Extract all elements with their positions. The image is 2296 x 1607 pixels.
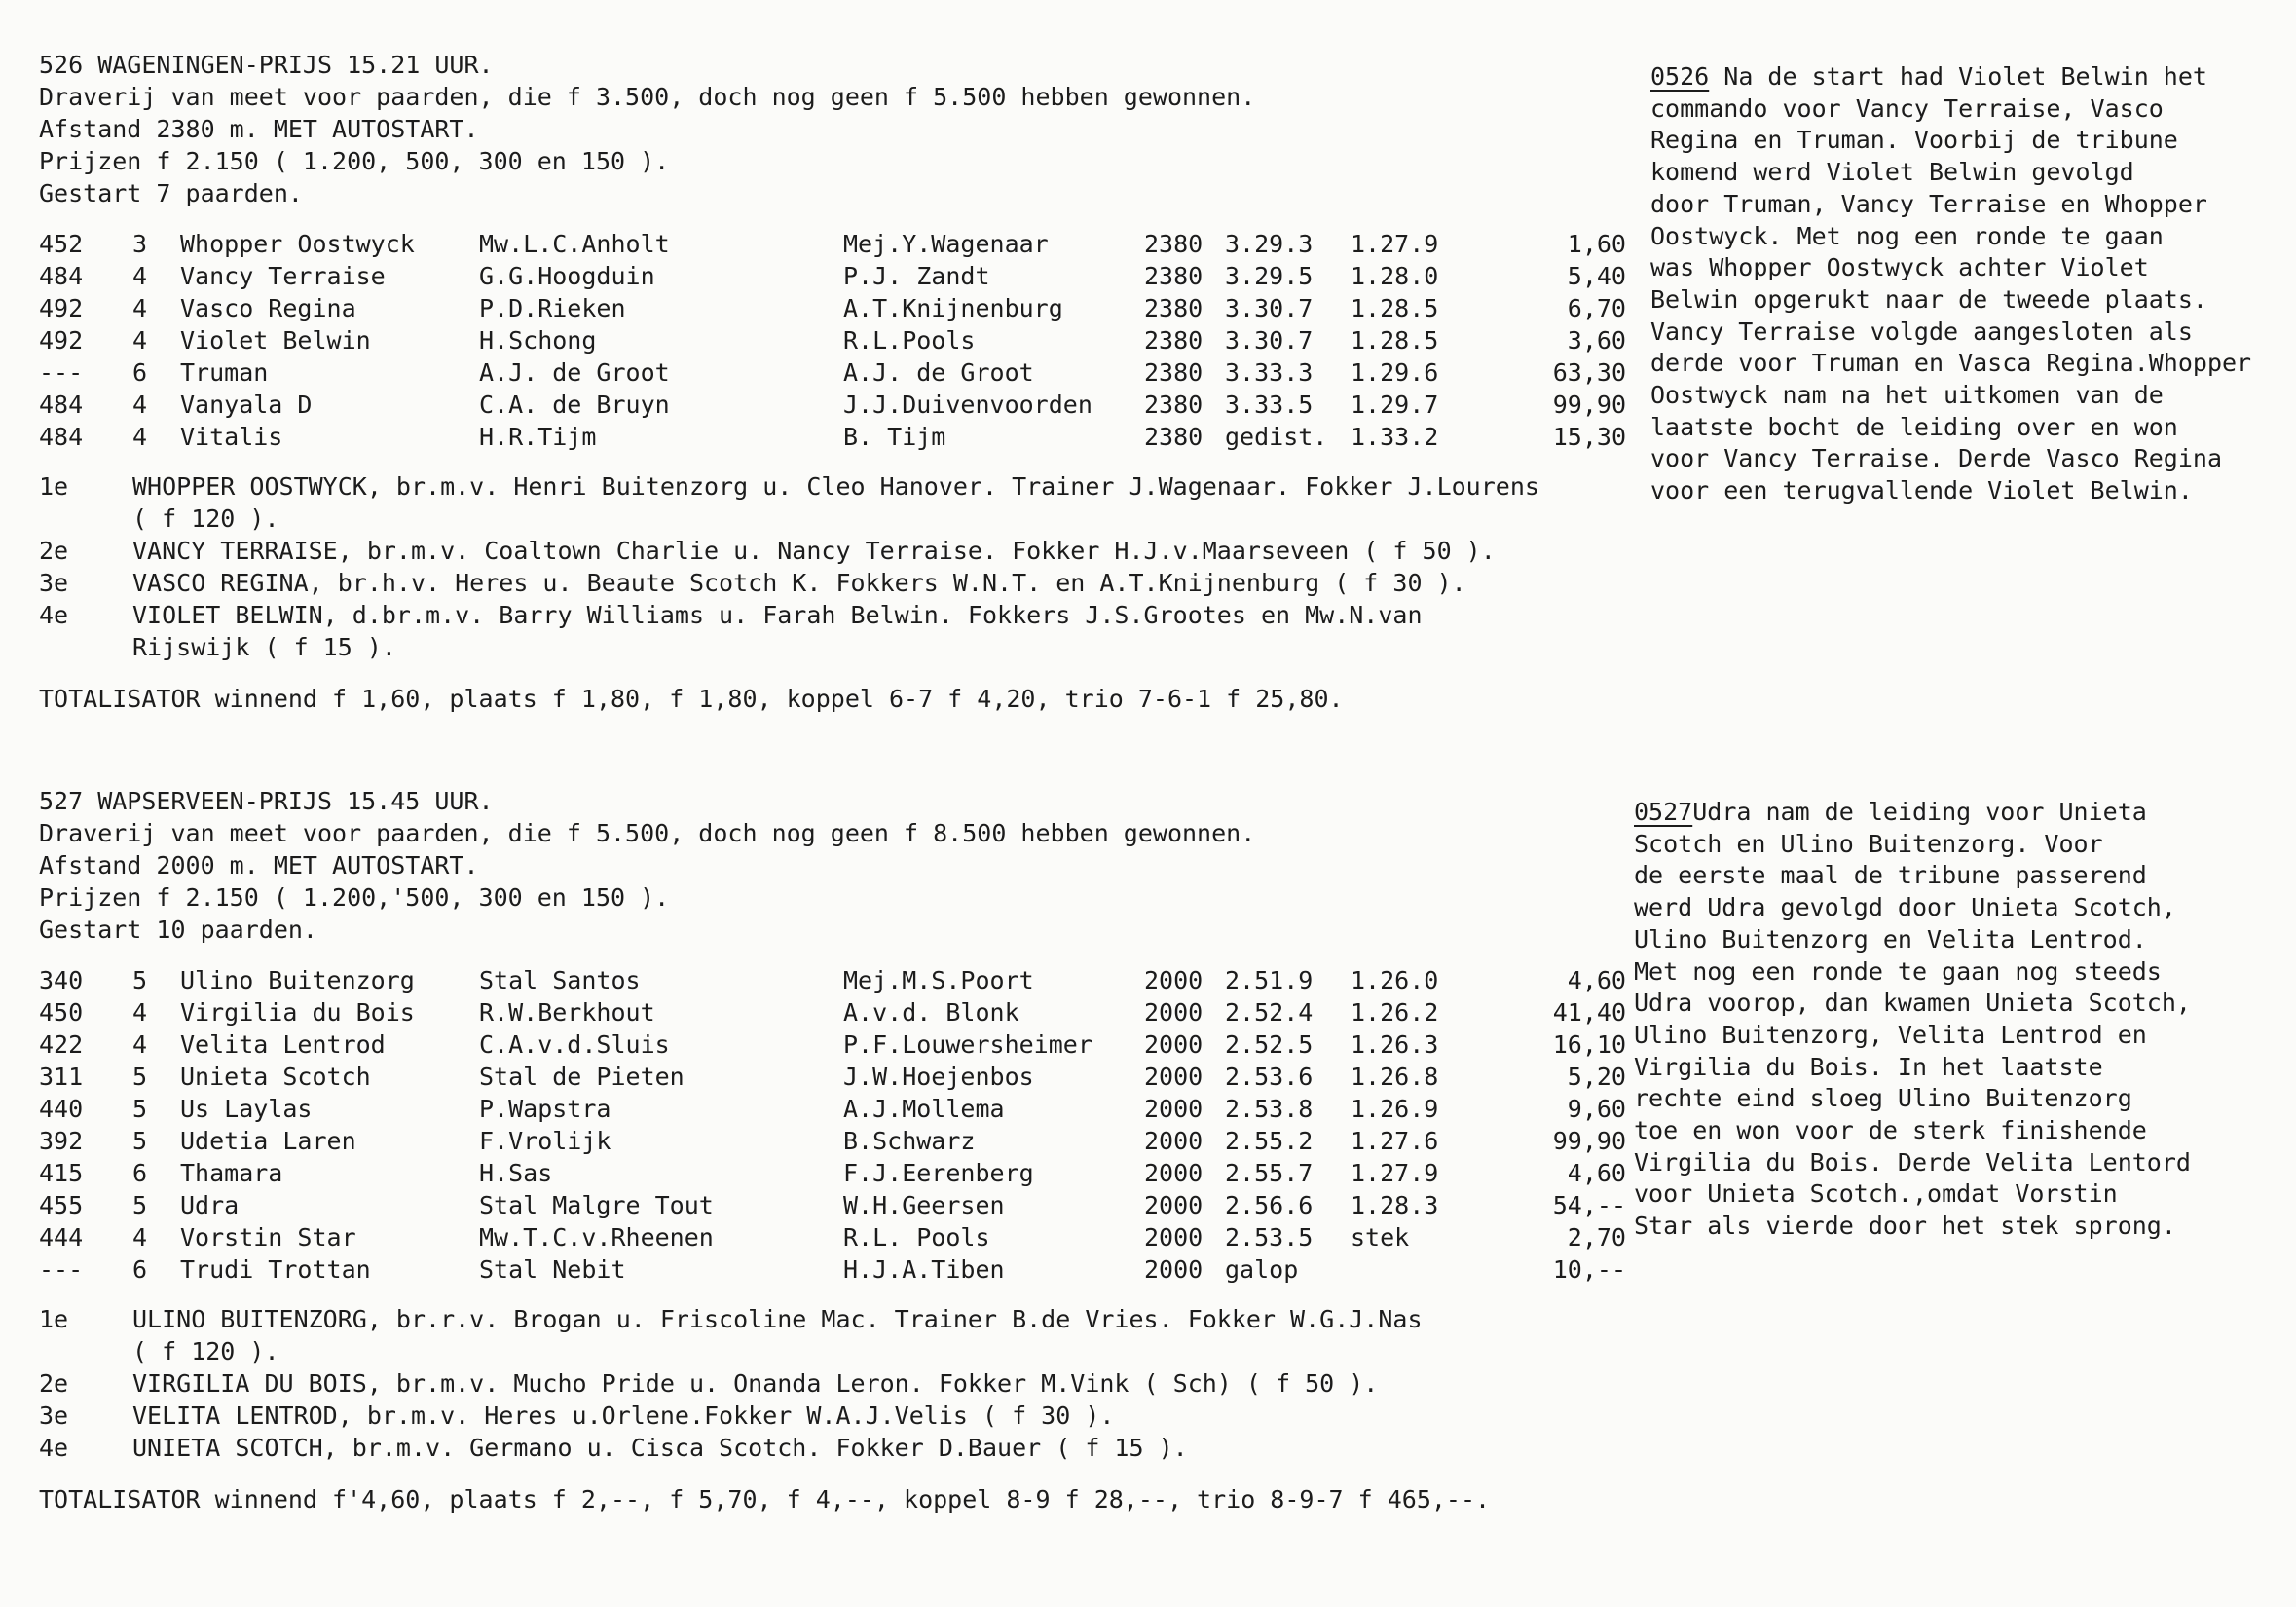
horse-name: Unieta Scotch (180, 1063, 371, 1091)
odds: 16,10 (1552, 1030, 1626, 1059)
race-starters: Gestart 10 paarden. (39, 916, 317, 944)
odds: 4,60 (1567, 966, 1626, 994)
owner: Mw.T.C.v.Rheenen (479, 1223, 714, 1252)
commentary-line: commando voor Vancy Terraise, Vasco (1650, 93, 2164, 123)
race-527-section (39, 785, 1646, 1515)
commentary-line: Virgilia du Bois. Derde Velita Lentord (1634, 1147, 2191, 1177)
race-time: 3.30.7 (1225, 326, 1314, 355)
start-number: 392 (39, 1127, 84, 1155)
odds: 5,20 (1567, 1063, 1626, 1091)
race-time: 2.53.5 (1225, 1223, 1314, 1252)
placing-description: WHOPPER OOSTWYCK, br.m.v. Henri Buitenzorg u. Cleo Hanover. Trainer J.Wagenaar. Fokker J.Lourens ( f 120 ). (132, 472, 1539, 533)
horse-age: 5 (132, 966, 148, 994)
start-number: 484 (39, 423, 84, 451)
horse-name: Virgilia du Bois (180, 998, 415, 1027)
commentary-line: Belwin opgerukt naar de tweede plaats. (1650, 284, 2207, 314)
commentary-line: Oostwyck. Met nog een ronde te gaan (1650, 221, 2164, 250)
horse-name: Udra (180, 1191, 240, 1219)
distance: 2000 (1144, 1223, 1204, 1252)
horse-name: Ulino Buitenzorg (180, 966, 415, 994)
owner: H.Sas (479, 1159, 553, 1187)
race-526-commentary (1650, 61, 2274, 507)
horse-age: 4 (132, 1030, 148, 1059)
commentary-line: de eerste maal de tribune passerend (1634, 861, 2147, 890)
result-row (39, 964, 1646, 996)
odds: 2,70 (1567, 1223, 1626, 1252)
odds: 3,60 (1567, 326, 1626, 355)
commentary-line: Met nog een ronde te gaan nog steeds (1634, 956, 2162, 986)
placing-description: VELITA LENTROD, br.m.v. Heres u.Orlene.Fokker W.A.J.Velis ( f 30 ). (132, 1401, 1115, 1430)
race-time: galop (1225, 1255, 1299, 1284)
race-time: 3.33.3 (1225, 358, 1314, 387)
km-time: 1.27.9 (1351, 1159, 1439, 1187)
commentary-line: derde voor Truman en Vasca Regina.Whopper (1650, 349, 2252, 378)
km-time: 1.28.3 (1351, 1191, 1439, 1219)
result-row (39, 260, 1646, 292)
commentary-line: Oostwyck nam na het uitkomen van de (1650, 381, 2164, 410)
commentary-line: rechte eind sloeg Ulino Buitenzorg (1634, 1084, 2132, 1113)
placings (39, 1303, 1646, 1464)
driver: R.L.Pools (843, 326, 976, 355)
race-526-section (39, 49, 1646, 715)
horse-name: Whopper Oostwyck (180, 230, 415, 258)
km-time: 1.29.7 (1351, 391, 1439, 419)
placing-entry (39, 599, 1646, 663)
start-number: 455 (39, 1191, 84, 1219)
race-prizes: Prijzen f 2.150 ( 1.200,'500, 300 en 150 ). (39, 883, 670, 912)
km-time: 1.26.0 (1351, 966, 1439, 994)
result-row (39, 1061, 1646, 1093)
placing-description: VIOLET BELWIN, d.br.m.v. Barry Williams u. Farah Belwin. Fokkers J.S.Grootes en Mw.N.van Rijswijk ( f 15 ). (132, 601, 1423, 661)
odds: 5,40 (1567, 262, 1626, 290)
horse-age: 6 (132, 1159, 148, 1187)
start-number: 484 (39, 262, 84, 290)
horse-name: Thamara (180, 1159, 283, 1187)
horse-name: Violet Belwin (180, 326, 371, 355)
commentary-line: Vancy Terraise volgde aangesloten als (1650, 317, 2193, 346)
driver: A.J. de Groot (843, 358, 1034, 387)
results-table (39, 228, 1646, 453)
start-number: 340 (39, 966, 84, 994)
results-table (39, 964, 1646, 1286)
start-number: 452 (39, 230, 84, 258)
horse-name: Vitalis (180, 423, 283, 451)
odds: 15,30 (1552, 423, 1626, 451)
distance: 2380 (1144, 230, 1204, 258)
placing-entry (39, 567, 1646, 599)
commentary-line: Udra voorop, dan kwamen Unieta Scotch, (1634, 989, 2191, 1018)
distance: 2000 (1144, 966, 1204, 994)
km-time: 1.26.2 (1351, 998, 1439, 1027)
placing-entry (39, 1367, 1646, 1400)
distance: 2000 (1144, 1095, 1204, 1123)
driver: J.W.Hoejenbos (843, 1063, 1034, 1091)
start-number: 422 (39, 1030, 84, 1059)
result-row (39, 228, 1646, 260)
owner: G.G.Hoogduin (479, 262, 655, 290)
race-conditions: Draverij van meet voor paarden, die f 3.500, doch nog geen f 5.500 hebben gewonnen. (39, 83, 1256, 111)
placing-description: ULINO BUITENZORG, br.r.v. Brogan u. Friscoline Mac. Trainer B.de Vries. Fokker W.G.J.Nas ( f 120 ). (132, 1305, 1423, 1365)
placing-rank: 1e (39, 472, 69, 501)
horse-age: 4 (132, 1223, 148, 1252)
race-time: 2.55.7 (1225, 1159, 1314, 1187)
commentary-line: voor een terugvallende Violet Belwin. (1650, 476, 2193, 505)
race-time: 2.51.9 (1225, 966, 1314, 994)
horse-age: 4 (132, 262, 148, 290)
race-distance: Afstand 2000 m. MET AUTOSTART. (39, 851, 479, 879)
start-number: --- (39, 1255, 84, 1284)
placing-description: VASCO REGINA, br.h.v. Heres u. Beaute Scotch K. Fokkers W.N.T. en A.T.Knijnenburg ( f 30 ). (132, 569, 1466, 597)
placing-description: VANCY TERRAISE, br.m.v. Coaltown Charlie u. Nancy Terraise. Fokker H.J.v.Maarseveen ( f 50 ). (132, 537, 1496, 565)
horse-name: Udetia Laren (180, 1127, 356, 1155)
commentary-line: was Whopper Oostwyck achter Violet (1650, 253, 2149, 282)
race-time: 3.33.5 (1225, 391, 1314, 419)
odds: 10,-- (1552, 1255, 1626, 1284)
result-row (39, 996, 1646, 1028)
race-starters: Gestart 7 paarden. (39, 179, 303, 207)
km-time: 1.28.5 (1351, 294, 1439, 322)
horse-age: 5 (132, 1191, 148, 1219)
odds: 99,90 (1552, 391, 1626, 419)
race-time: 2.56.6 (1225, 1191, 1314, 1219)
distance: 2000 (1144, 1255, 1204, 1284)
commentary-line: Scotch en Ulino Buitenzorg. Voor (1634, 829, 2103, 858)
commentary-line: toe en won voor de sterk finishende (1634, 1116, 2147, 1145)
start-number: 492 (39, 294, 84, 322)
race-527-commentary (1634, 797, 2257, 1243)
horse-age: 5 (132, 1127, 148, 1155)
owner: Stal Malgre Tout (479, 1191, 714, 1219)
distance: 2380 (1144, 423, 1204, 451)
commentary-ref: 0527 (1634, 798, 1693, 826)
placing-entry (39, 1400, 1646, 1432)
distance: 2000 (1144, 1063, 1204, 1091)
race-time: 3.29.3 (1225, 230, 1314, 258)
placings (39, 470, 1646, 663)
commentary-ref: 0526 (1650, 62, 1710, 91)
placing-description: UNIETA SCOTCH, br.m.v. Germano u. Cisca Scotch. Fokker D.Bauer ( f 15 ). (132, 1434, 1188, 1462)
km-time: 1.26.3 (1351, 1030, 1439, 1059)
horse-age: 5 (132, 1095, 148, 1123)
horse-age: 3 (132, 230, 148, 258)
commentary-line: Star als vierde door het stek sprong. (1634, 1212, 2176, 1241)
race-time: 2.52.4 (1225, 998, 1314, 1027)
horse-name: Vorstin Star (180, 1223, 356, 1252)
race-time: 3.30.7 (1225, 294, 1314, 322)
distance: 2000 (1144, 1191, 1204, 1219)
placing-entry (39, 470, 1646, 535)
commentary-line: Ulino Buitenzorg, Velita Lentrod en (1634, 1020, 2147, 1049)
driver: Mej.Y.Wagenaar (843, 230, 1049, 258)
driver: A.T.Knijnenburg (843, 294, 1063, 322)
odds: 41,40 (1552, 998, 1626, 1027)
result-row (39, 292, 1646, 324)
commentary-line: Ulino Buitenzorg en Velita Lentrod. (1634, 924, 2147, 953)
totalisator-line: TOTALISATOR winnend f'4,60, plaats f 2,--, f 5,70, f 4,--, koppel 8-9 f 28,--, trio 8-9-7 f 465,--. (39, 1485, 1491, 1514)
owner: P.D.Rieken (479, 294, 626, 322)
driver: P.F.Louwersheimer (843, 1030, 1092, 1059)
owner: C.A.v.d.Sluis (479, 1030, 670, 1059)
placing-rank: 2e (39, 1369, 69, 1398)
distance: 2000 (1144, 1127, 1204, 1155)
race-time: gedist. (1225, 423, 1328, 451)
owner: Stal Santos (479, 966, 641, 994)
horse-age: 5 (132, 1063, 148, 1091)
horse-name: Velita Lentrod (180, 1030, 386, 1059)
km-time: 1.27.9 (1351, 230, 1439, 258)
placing-rank: 3e (39, 1401, 69, 1430)
result-row (39, 421, 1646, 453)
km-time: 1.27.6 (1351, 1127, 1439, 1155)
race-time: 2.52.5 (1225, 1030, 1314, 1059)
km-time: 1.26.9 (1351, 1095, 1439, 1123)
horse-name: Vanyala D (180, 391, 313, 419)
commentary-line: voor Unieta Scotch.,omdat Vorstin (1634, 1179, 2118, 1209)
race-title: 527 WAPSERVEEN-PRIJS 15.45 UUR. (39, 787, 494, 815)
placing-rank: 4e (39, 1434, 69, 1462)
placing-rank: 4e (39, 601, 69, 629)
race-time: 3.29.5 (1225, 262, 1314, 290)
result-row (39, 1157, 1646, 1189)
placing-entry (39, 1303, 1646, 1367)
horse-age: 4 (132, 391, 148, 419)
commentary-line: komend werd Violet Belwin gevolgd (1650, 158, 2134, 187)
race-title: 526 WAGENINGEN-PRIJS 15.21 UUR. (39, 51, 494, 79)
distance: 2000 (1144, 998, 1204, 1027)
driver: H.J.A.Tiben (843, 1255, 1005, 1284)
owner: A.J. de Groot (479, 358, 670, 387)
start-number: 415 (39, 1159, 84, 1187)
race-distance: Afstand 2380 m. MET AUTOSTART. (39, 115, 479, 143)
result-row (39, 1189, 1646, 1221)
race-time: 2.53.8 (1225, 1095, 1314, 1123)
distance: 2380 (1144, 326, 1204, 355)
odds: 1,60 (1567, 230, 1626, 258)
distance: 2000 (1144, 1030, 1204, 1059)
driver: J.J.Duivenvoorden (843, 391, 1092, 419)
commentary-line: Na de start had Violet Belwin het (1709, 62, 2207, 91)
horse-age: 4 (132, 326, 148, 355)
owner: H.R.Tijm (479, 423, 597, 451)
commentary-line: Udra nam de leiding voor Unieta (1692, 798, 2147, 826)
result-row (39, 1028, 1646, 1061)
horse-name: Vancy Terraise (180, 262, 386, 290)
commentary-line: werd Udra gevolgd door Unieta Scotch, (1634, 893, 2176, 922)
driver: W.H.Geersen (843, 1191, 1005, 1219)
race-header (39, 785, 1646, 946)
owner: Stal de Pieten (479, 1063, 685, 1091)
placing-rank: 1e (39, 1305, 69, 1333)
distance: 2380 (1144, 262, 1204, 290)
km-time: 1.33.2 (1351, 423, 1439, 451)
driver: F.J.Eerenberg (843, 1159, 1034, 1187)
commentary-line: voor Vancy Terraise. Derde Vasco Regina (1650, 444, 2222, 473)
commentary-line: Regina en Truman. Voorbij de tribune (1650, 126, 2178, 155)
placing-rank: 2e (39, 537, 69, 565)
odds: 99,90 (1552, 1127, 1626, 1155)
race-conditions: Draverij van meet voor paarden, die f 5.500, doch nog geen f 8.500 hebben gewonnen. (39, 819, 1256, 847)
km-time: 1.28.0 (1351, 262, 1439, 290)
placing-rank: 3e (39, 569, 69, 597)
placing-description: VIRGILIA DU BOIS, br.m.v. Mucho Pride u. Onanda Leron. Fokker M.Vink ( Sch) ( f 50 ). (132, 1369, 1379, 1398)
odds: 4,60 (1567, 1159, 1626, 1187)
horse-age: 4 (132, 294, 148, 322)
horse-age: 4 (132, 998, 148, 1027)
owner: Stal Nebit (479, 1255, 626, 1284)
horse-age: 4 (132, 423, 148, 451)
commentary-line: door Truman, Vancy Terraise en Whopper (1650, 189, 2207, 218)
distance: 2380 (1144, 358, 1204, 387)
distance: 2380 (1144, 391, 1204, 419)
result-row (39, 1221, 1646, 1253)
result-row (39, 324, 1646, 356)
start-number: 444 (39, 1223, 84, 1252)
start-number: 440 (39, 1095, 84, 1123)
driver: B. Tijm (843, 423, 946, 451)
driver: A.J.Mollema (843, 1095, 1005, 1123)
result-row (39, 1253, 1646, 1286)
odds: 9,60 (1567, 1095, 1626, 1123)
owner: F.Vrolijk (479, 1127, 611, 1155)
owner: C.A. de Bruyn (479, 391, 670, 419)
owner: R.W.Berkhout (479, 998, 655, 1027)
horse-name: Us Laylas (180, 1095, 313, 1123)
driver: Mej.M.S.Poort (843, 966, 1034, 994)
result-row (39, 1125, 1646, 1157)
driver: A.v.d. Blonk (843, 998, 1019, 1027)
placing-entry (39, 535, 1646, 567)
start-number: 484 (39, 391, 84, 419)
driver: P.J. Zandt (843, 262, 990, 290)
commentary-line: Virgilia du Bois. In het laatste (1634, 1052, 2103, 1081)
start-number: 311 (39, 1063, 84, 1091)
race-time: 2.53.6 (1225, 1063, 1314, 1091)
horse-name: Trudi Trottan (180, 1255, 371, 1284)
owner: P.Wapstra (479, 1095, 611, 1123)
driver: B.Schwarz (843, 1127, 976, 1155)
distance: 2000 (1144, 1159, 1204, 1187)
result-row (39, 389, 1646, 421)
odds: 54,-- (1552, 1191, 1626, 1219)
race-prizes: Prijzen f 2.150 ( 1.200, 500, 300 en 150 ). (39, 147, 670, 175)
placing-entry (39, 1432, 1646, 1464)
horse-age: 6 (132, 1255, 148, 1284)
owner: Mw.L.C.Anholt (479, 230, 670, 258)
result-row (39, 1093, 1646, 1125)
odds: 6,70 (1567, 294, 1626, 322)
odds: 63,30 (1552, 358, 1626, 387)
result-row (39, 356, 1646, 389)
totalisator-line: TOTALISATOR winnend f 1,60, plaats f 1,80, f 1,80, koppel 6-7 f 4,20, trio 7-6-1 f 25,80. (39, 685, 1344, 713)
km-time: 1.26.8 (1351, 1063, 1439, 1091)
km-time: 1.29.6 (1351, 358, 1439, 387)
start-number: 492 (39, 326, 84, 355)
horse-name: Truman (180, 358, 269, 387)
distance: 2380 (1144, 294, 1204, 322)
race-time: 2.55.2 (1225, 1127, 1314, 1155)
race-header (39, 49, 1646, 209)
driver: R.L. Pools (843, 1223, 990, 1252)
owner: H.Schong (479, 326, 597, 355)
commentary-line: laatste bocht de leiding over en won (1650, 412, 2178, 441)
start-number: --- (39, 358, 84, 387)
start-number: 450 (39, 998, 84, 1027)
km-time: 1.28.5 (1351, 326, 1439, 355)
horse-name: Vasco Regina (180, 294, 356, 322)
km-time: stek (1351, 1223, 1410, 1252)
horse-age: 6 (132, 358, 148, 387)
